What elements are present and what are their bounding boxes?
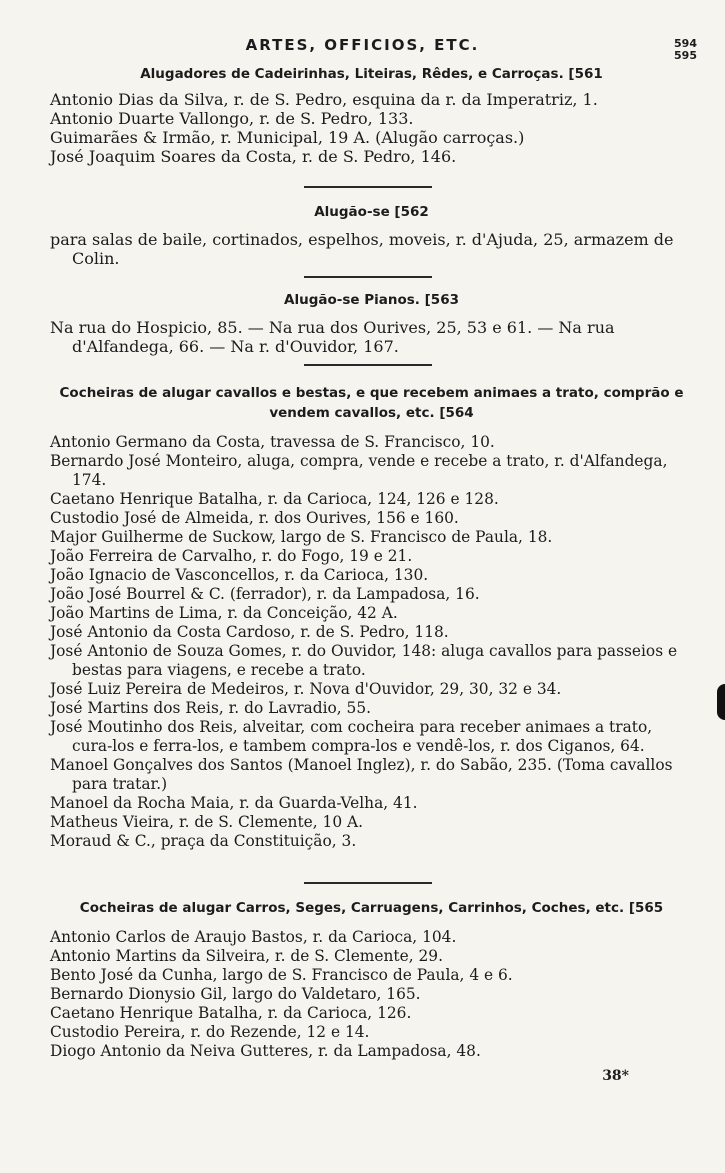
list-item: José Luiz Pereira de Medeiros, r. Nova d'Ouvidor, 29, 30, 32 e 34.	[50, 680, 562, 698]
list-item: para salas de baile, cortinados, espelhos, moveis, r. d'Ajuda, 25, armazem de Colin.	[50, 230, 674, 268]
printer-signature: 38*	[602, 1068, 629, 1084]
list-item: Bento José da Cunha, largo de S. Francisco de Paula, 4 e 6.	[50, 966, 513, 984]
list-item: Custodio Pereira, r. do Rezende, 12 e 14.	[50, 1023, 370, 1041]
list-item: Bernardo Dionysio Gil, largo do Valdetaro, 165.	[50, 985, 421, 1003]
section-heading: Cocheiras de alugar cavallos e bestas, e que recebem animaes a trato, comprão e vendem cavallos, etc. [564	[59, 385, 684, 421]
page-number-bottom: 595	[674, 49, 697, 62]
section-heading: Alugadores de Cadeirinhas, Liteiras, Rêdes, e Carroças. [561	[140, 66, 603, 82]
section-divider	[304, 186, 432, 188]
running-head: ARTES, OFFICIOS, ETC.	[245, 36, 480, 54]
list-item: Antonio Carlos de Araujo Bastos, r. da Carioca, 104.	[50, 928, 457, 946]
list-item: Manoel da Rocha Maia, r. da Guarda-Velha, 41.	[50, 794, 418, 812]
list-item: José Joaquim Soares da Costa, r. de S. Pedro, 146.	[50, 147, 457, 166]
list-item: José Martins dos Reis, r. do Lavradio, 55.	[50, 699, 372, 717]
list-item: Bernardo José Monteiro, aluga, compra, vende e recebe a trato, r. d'Alfandega, 174.	[50, 452, 668, 489]
section-divider	[304, 276, 432, 278]
section-563	[50, 290, 693, 356]
section-562	[50, 202, 693, 268]
list-item: Manoel Gonçalves dos Santos (Manoel Inglez), r. do Sabão, 235. (Toma cavallos para tratar.)	[50, 756, 673, 793]
list-item: Moraud & C., praça da Constituição, 3.	[50, 832, 357, 850]
list-item: João Ferreira de Carvalho, r. do Fogo, 19 e 21.	[50, 547, 413, 565]
list-item: Antonio Martins da Silveira, r. de S. Clemente, 29.	[50, 947, 443, 965]
section-561	[50, 64, 693, 166]
list-item: Antonio Germano da Costa, travessa de S. Francisco, 10.	[50, 433, 495, 451]
list-item: Diogo Antonio da Neiva Gutteres, r. da Lampadosa, 48.	[50, 1042, 481, 1060]
list-item: Na rua do Hospicio, 85. — Na rua dos Ourives, 25, 53 e 61. — Na rua d'Alfandega, 66. — Na r. d'Ouvidor, 167.	[50, 318, 615, 356]
list-item: Guimarães & Irmão, r. Municipal, 19 A. (Alugão carroças.)	[50, 128, 525, 147]
list-item: João Ignacio de Vasconcellos, r. da Carioca, 130.	[50, 566, 429, 584]
page-number	[674, 38, 697, 62]
list-item: Matheus Vieira, r. de S. Clemente, 10 A.	[50, 813, 364, 831]
list-item: Antonio Duarte Vallongo, r. de S. Pedro, 133.	[50, 109, 414, 128]
section-565	[50, 898, 693, 1061]
page-edge-mark	[717, 684, 725, 720]
list-item: Antonio Dias da Silva, r. de S. Pedro, esquina da r. da Imperatriz, 1.	[50, 90, 598, 109]
list-item: Caetano Henrique Batalha, r. da Carioca, 126.	[50, 1004, 412, 1022]
list-item: José Antonio da Costa Cardoso, r. de S. Pedro, 118.	[50, 623, 449, 641]
list-item: Caetano Henrique Batalha, r. da Carioca, 124, 126 e 128.	[50, 490, 499, 508]
list-item: Major Guilherme de Suckow, largo de S. Francisco de Paula, 18.	[50, 528, 553, 546]
list-item: João Martins de Lima, r. da Conceição, 42 A.	[50, 604, 398, 622]
page-number-top: 594	[674, 37, 697, 50]
list-item: Custodio José de Almeida, r. dos Ourives, 156 e 160.	[50, 509, 459, 527]
section-divider	[304, 882, 432, 884]
list-item: José Moutinho dos Reis, alveitar, com cocheira para receber animaes a trato, cura-los e ferra-los, e tambem compra-los e vendê-los, r. dos Ciganos, 64.	[50, 718, 653, 755]
list-item: João José Bourrel & C. (ferrador), r. da Lampadosa, 16.	[50, 585, 480, 603]
list-item: José Antonio de Souza Gomes, r. do Ouvidor, 148: aluga cavallos para passeios e bestas para viagens, e recebe a trato.	[50, 642, 678, 679]
section-divider	[304, 364, 432, 366]
section-564	[50, 383, 693, 851]
section-heading: Alugão-se [562	[314, 204, 429, 220]
section-heading: Alugão-se Pianos. [563	[284, 292, 459, 308]
section-heading: Cocheiras de alugar Carros, Seges, Carruagens, Carrinhos, Coches, etc. [565	[79, 900, 664, 916]
